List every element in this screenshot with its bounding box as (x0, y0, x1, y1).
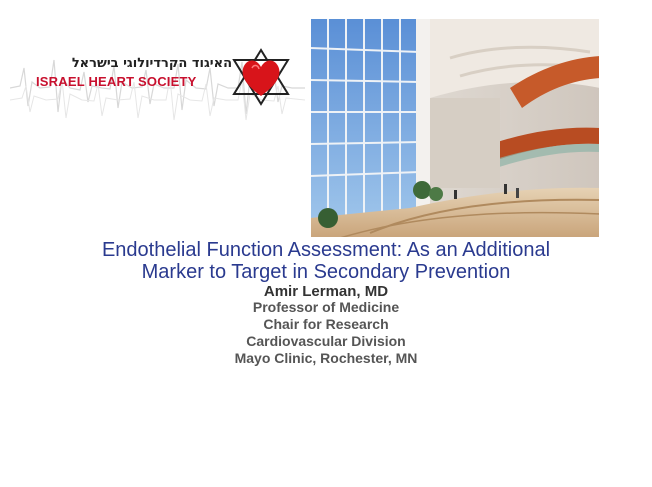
slide-title-line-2: Marker to Target in Secondary Prevention (141, 261, 511, 283)
presenter-role: Chair for Research (263, 316, 389, 332)
logo-english-text: ISRAEL HEART SOCIETY (36, 74, 197, 89)
israel-heart-society-logo (10, 30, 305, 120)
logo-hebrew-text: האיגוד הקרדיולוגי בישראל (71, 56, 232, 71)
slide-title-line-1: Endothelial Function Assessment: As an Additional (101, 239, 551, 261)
presenter-role: Mayo Clinic, Rochester, MN (234, 350, 418, 366)
building-atrium-photo (310, 18, 600, 238)
presenter-name: Amir Lerman, MD (263, 283, 389, 300)
presenter-role: Professor of Medicine (252, 299, 400, 315)
presenter-role: Cardiovascular Division (246, 333, 406, 349)
star-heart-icon (230, 48, 292, 106)
